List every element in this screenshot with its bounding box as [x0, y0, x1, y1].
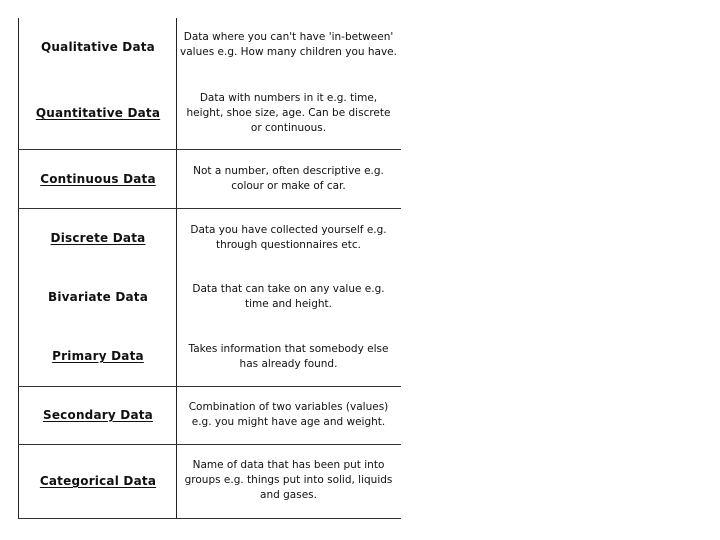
definition-text: Combination of two variables (values) e.g. you might have age and weight.: [188, 401, 389, 428]
table-row: [18, 269, 401, 329]
definition-text: Data with numbers in it e.g. time, height, shoe size, age. Can be discrete or continuous.: [186, 92, 391, 134]
definition-cell: [176, 387, 401, 444]
term-cell: [18, 445, 176, 518]
definition-cell: [176, 209, 401, 269]
definition-text: Data that can take on any value e.g. time and height.: [192, 283, 385, 310]
term-cell: [18, 209, 176, 269]
definition-cell: [176, 445, 401, 518]
table-row: [18, 209, 401, 269]
term-text: Bivariate Data: [47, 290, 149, 304]
table-row: [18, 445, 401, 519]
definition-cell: [176, 269, 401, 329]
table-row: [18, 329, 401, 387]
term-cell: [18, 150, 176, 208]
matching-table: [18, 18, 401, 519]
definition-cell: [176, 18, 401, 80]
definition-text: Data where you can't have 'in-between' values e.g. How many children you have.: [180, 31, 397, 58]
term-cell: [18, 387, 176, 444]
table-row: [18, 80, 401, 150]
term-cell: [18, 80, 176, 149]
term-text: Qualitative Data: [41, 40, 155, 54]
table-row: [18, 150, 401, 209]
term-text: Discrete Data: [50, 231, 146, 245]
definition-text: Not a number, often descriptive e.g. colour or make of car.: [193, 165, 384, 192]
term-text: Continuous Data: [40, 172, 156, 186]
table-row: [18, 387, 401, 445]
definition-text: Data you have collected yourself e.g. through questionnaires etc.: [190, 224, 387, 251]
definition-cell: [176, 329, 401, 386]
term-text: Primary Data: [52, 349, 144, 363]
table-row: [18, 18, 401, 80]
definition-cell: [176, 80, 401, 149]
term-text: Quantitative Data: [35, 106, 161, 120]
definition-cell: [176, 150, 401, 208]
definition-text: Name of data that has been put into groups e.g. things put into solid, liquids and gases.: [184, 459, 393, 501]
term-cell: [18, 18, 176, 80]
term-cell: [18, 269, 176, 329]
term-text: Secondary Data: [43, 408, 153, 422]
term-text: Categorical Data: [39, 474, 157, 488]
term-cell: [18, 329, 176, 386]
definition-text: Takes information that somebody else has already found.: [188, 343, 389, 370]
